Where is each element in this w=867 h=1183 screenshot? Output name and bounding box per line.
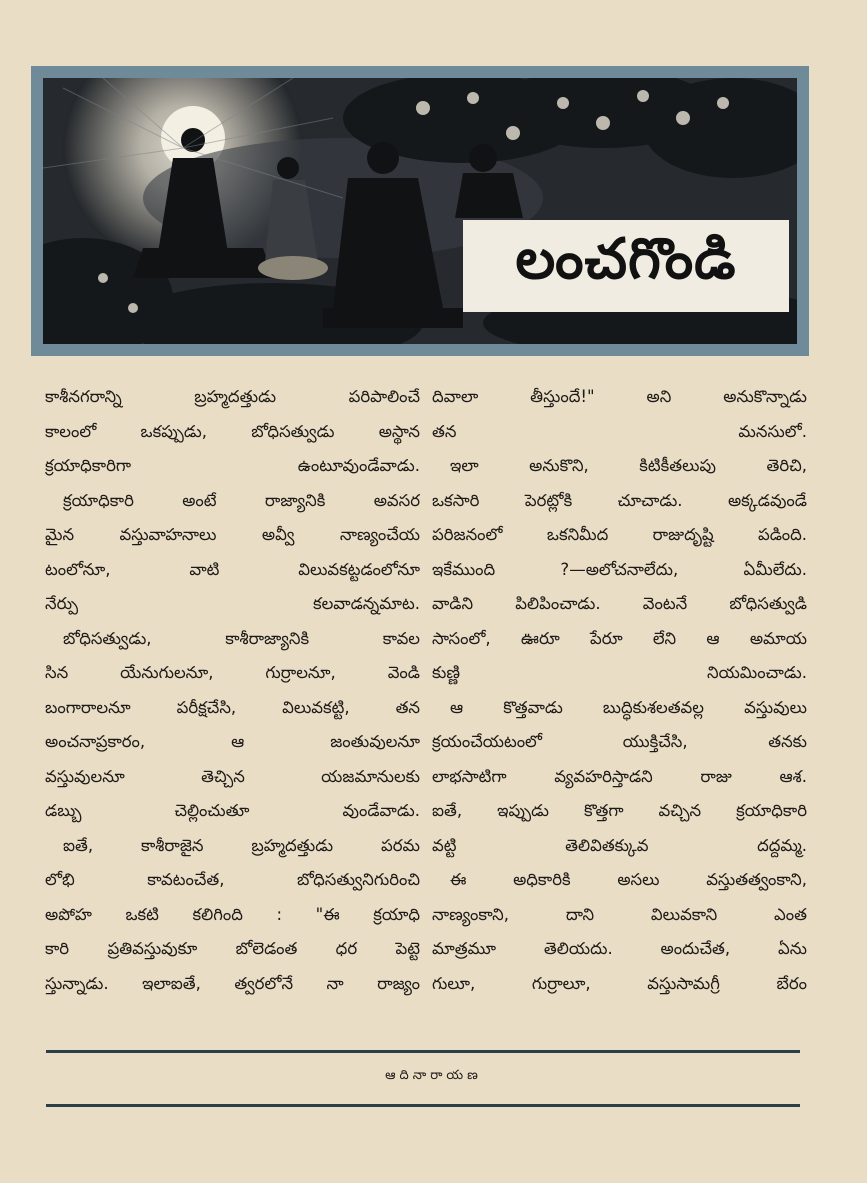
story-title-box bbox=[463, 220, 789, 312]
text-line: క్రయాధికారిగా ఉంటూవుండేవాడు. bbox=[45, 456, 420, 475]
story-title: లంచగొండి bbox=[515, 226, 737, 292]
text-line: కాలంలో ఒకప్పుడు, బోధిసత్వుడు అస్థాన bbox=[45, 421, 420, 441]
text-line: అపోహ ఒకటి కలిగింది : "ఈ క్రయాధి bbox=[45, 904, 420, 924]
text-line: అంచనాప్రకారం, ఆ జంతువులనూ bbox=[45, 732, 420, 751]
text-line: బోధిసత్వుడు, కాశీరాజ్యానికి కావల bbox=[63, 628, 420, 648]
text-line: మైన వస్తువాహనాలు అవ్వీ నాణ్యంచేయ bbox=[45, 525, 420, 544]
text-line: కుణ్ణి నియమించాడు. bbox=[432, 663, 807, 682]
text-line: డబ్బు చెల్లించుతూ వుండేవాడు. bbox=[45, 801, 420, 820]
text-line: ఇకేముంది ?—అలోచనాలేదు, ఏమీలేదు. bbox=[432, 559, 807, 579]
text-line: ఐతే, కాశీరాజైన బ్రహ్మదత్తుడు పరమ bbox=[63, 835, 420, 855]
text-line: లోభి కావటంచేత, బోధిసత్వునిగురించి bbox=[45, 870, 420, 889]
text-line: క్రయంచేయటంలో యుక్తిచేసి, తనకు bbox=[432, 732, 807, 751]
text-line: లాభసాటిగా వ్యవహరిస్తాడని రాజు ఆశ. bbox=[432, 766, 807, 786]
footer-rule-top bbox=[46, 1050, 800, 1053]
text-line: ఇలా అనుకొని, కిటికీతలుపు తెరిచి, bbox=[450, 456, 807, 475]
text-line: కాశీనగరాన్ని బ్రహ్మదత్తుడు పరిపాలించే bbox=[45, 387, 420, 406]
text-line: గులూ, గుర్రాలూ, వస్తుసామగ్రీ బేరం bbox=[432, 973, 807, 993]
text-line: టంలోనూ, వాటి విలువకట్టడంలోనూ bbox=[45, 559, 420, 579]
left-text-column bbox=[45, 380, 420, 1001]
text-line: వట్టి తెలివితక్కువ దద్దమ్మ. bbox=[432, 835, 807, 855]
text-line: ఒకసారి పెరట్లోకి చూచాడు. అక్కడవుండే bbox=[432, 490, 807, 510]
text-line: క్రయాధికారి అంటే రాజ్యానికి అవసర bbox=[63, 490, 420, 510]
text-line: వస్తువులనూ తెచ్చిన యజమానులకు bbox=[45, 766, 420, 786]
text-line: తన మనసులో. bbox=[432, 421, 807, 441]
story-illustration bbox=[43, 78, 797, 344]
text-line: దివాలా తీస్తుందే!" అని అనుకొన్నాడు bbox=[432, 387, 807, 406]
text-line: నేర్పు కలవాడన్నమాట. bbox=[45, 594, 420, 613]
text-line: సాసంలో, ఊరూ పేరూ లేని ఆ అమాయ bbox=[432, 628, 807, 648]
right-text-column bbox=[432, 380, 807, 1001]
text-line: ఆ కొత్తవాడు బుద్ధికుశలతవల్ల వస్తువులు bbox=[450, 697, 807, 717]
text-line: నాణ్యంకాని, దాని విలువకాని ఎంత bbox=[432, 904, 807, 924]
text-line: పరిజనంలో ఒకనిమీద రాజుదృష్టి పడింది. bbox=[432, 525, 807, 544]
text-line: మాత్రమూ తెలియదు. అందుచేత, ఏను bbox=[432, 939, 807, 958]
text-line: బంగారాలనూ పరీక్షచేసి, విలువకట్టి, తన bbox=[45, 697, 420, 717]
text-line: ఈ అధికారికి అసలు వస్తుతత్వంకాని, bbox=[450, 870, 807, 889]
text-line: స్తున్నాడు. ఇలాఐతే, త్వరలోనే నా రాజ్యం bbox=[45, 973, 420, 993]
footer-rule-bottom bbox=[46, 1104, 800, 1107]
text-line: సిన యేనుగులనూ, గుర్రాలనూ, వెండి bbox=[45, 663, 420, 682]
text-line: ఐతే, ఇప్పుడు కొత్తగా వచ్చిన క్రయాధికారి bbox=[432, 801, 807, 820]
text-line: కారి ప్రతివస్తువుకూ బోలెడంత ధర పెట్టె bbox=[45, 939, 420, 958]
story-header-banner bbox=[31, 66, 809, 356]
text-line: వాడిని పిలిపించాడు. వెంటనే బోధిసత్వుడి bbox=[432, 594, 807, 613]
author-name: ఆదినారాయణ bbox=[385, 1068, 482, 1083]
